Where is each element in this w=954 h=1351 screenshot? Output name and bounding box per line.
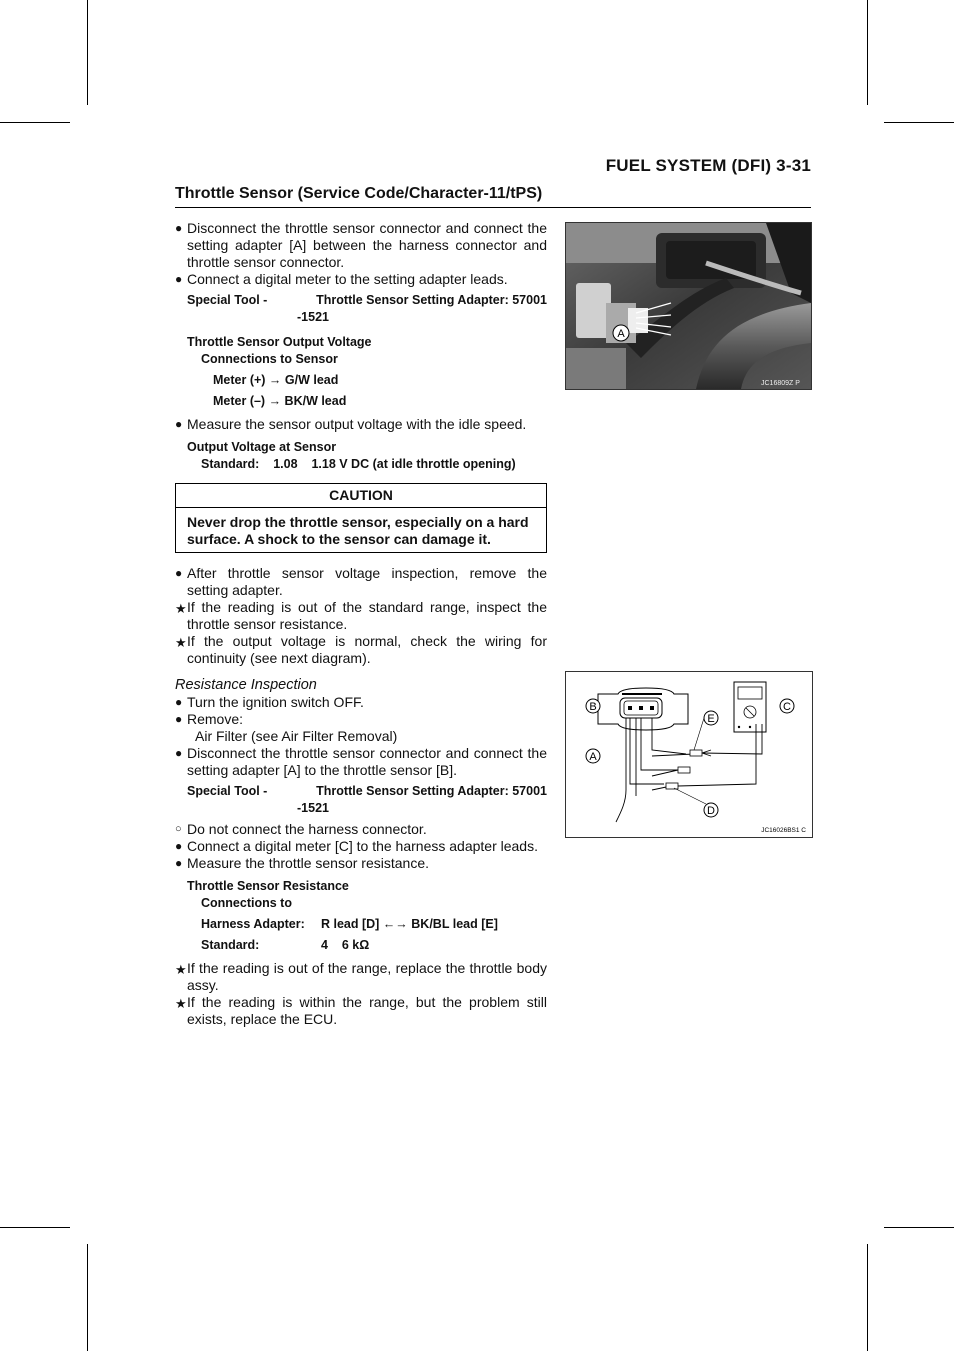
sub-item: Air Filter (see Air Filter Removal)	[195, 728, 398, 744]
callout-b: B	[589, 701, 597, 713]
bullet-icon: ●	[175, 566, 183, 580]
bullet-icon: ●	[175, 839, 183, 853]
figure-code: JC16026BS1 C	[761, 827, 806, 834]
crop-mark	[867, 0, 868, 105]
star-item: ★ If the reading is out of the standard range, inspect the throttle sensor resistance.	[175, 599, 547, 632]
crop-mark	[884, 122, 954, 123]
photo-setting-adapter	[565, 222, 812, 390]
crop-mark	[884, 1227, 954, 1228]
star-icon: ★	[175, 601, 187, 616]
circle-item: ○ Do not connect the harness connector.	[175, 821, 427, 837]
bullet-icon: ●	[175, 272, 183, 286]
main-text-column	[175, 220, 547, 1028]
caution-text: Never drop the throttle sensor, especially on a hard surface. A shock to the sensor can damage it.	[187, 514, 529, 547]
spec-block-resistance: Throttle Sensor Resistance Connections to Harness Adapter: R lead [D] ←→ BK/BL lead [E] Standard: 4 6 kΩ	[187, 879, 498, 952]
crop-mark	[87, 0, 88, 105]
star-item: ★ If the reading is out of the range, replace the throttle body assy.	[175, 960, 547, 993]
bullet-item: ● Disconnect the throttle sensor connector and connect the setting adapter [A] between the harness connector and throttle sensor connector.	[175, 220, 547, 270]
spec-block-output-voltage-standard: Output Voltage at Sensor Standard: 1.08 1.18 V DC (at idle throttle opening)	[187, 440, 516, 471]
section-title: Throttle Sensor (Service Code/Character-11/tPS)	[175, 185, 811, 208]
spec-block-output-voltage: Throttle Sensor Output Voltage Connections to Sensor Meter (+) → G/W lead Meter (–) → BK/W lead	[187, 335, 372, 408]
star-icon: ★	[175, 996, 187, 1011]
crop-mark	[867, 1244, 868, 1351]
special-tool-line: Special Tool - Throttle Sensor Setting Adapter: 57001	[187, 293, 547, 307]
figure-code: JC16809Z P	[761, 380, 800, 387]
callout-c: C	[783, 701, 791, 713]
bullet-item: ● Measure the throttle sensor resistance.	[175, 855, 430, 871]
bullet-item: ● Connect a digital meter to the setting adapter leads.	[175, 271, 508, 287]
diagram-resistance-inspection	[565, 671, 813, 838]
bullet-item: ● Turn the ignition switch OFF.	[175, 694, 364, 710]
chapter-header: FUEL SYSTEM (DFI) 3-31	[605, 156, 811, 175]
special-tool-number: -1521	[297, 801, 329, 815]
bullet-icon: ●	[175, 712, 183, 726]
bullet-item: ● After throttle sensor voltage inspection, remove the setting adapter.	[175, 565, 547, 598]
bullet-item: ● Disconnect the throttle sensor connector and connect the setting adapter [A] to the throttle sensor [B].	[175, 745, 547, 778]
special-tool-number: -1521	[297, 310, 329, 324]
bullet-item: ● Remove:	[175, 711, 244, 727]
bullet-item: ● Connect a digital meter [C] to the harness adapter leads.	[175, 838, 538, 854]
callout-a: A	[589, 751, 597, 763]
callout-a: A	[617, 328, 625, 340]
wiring-diagram	[566, 672, 812, 837]
subsection-heading: Resistance Inspection	[175, 677, 317, 693]
special-tool-line: Special Tool - Throttle Sensor Setting Adapter: 57001	[187, 784, 547, 798]
callout-e: E	[707, 713, 715, 725]
crop-mark	[87, 1244, 88, 1351]
bullet-icon: ●	[175, 856, 183, 870]
photo-illustration	[566, 223, 811, 389]
star-icon: ★	[175, 635, 187, 650]
crop-mark	[0, 1227, 70, 1228]
bullet-icon: ●	[175, 746, 183, 760]
caution-title: CAUTION	[176, 484, 546, 508]
bullet-icon: ●	[175, 417, 183, 431]
bullet-icon: ●	[175, 695, 183, 709]
circle-icon: ○	[175, 823, 182, 835]
caution-box	[175, 483, 547, 553]
star-item: ★ If the output voltage is normal, check the wiring for continuity (see next diagram).	[175, 633, 547, 666]
bullet-icon: ●	[175, 221, 183, 235]
crop-mark	[0, 122, 70, 123]
callout-d: D	[707, 805, 715, 817]
bullet-item: ● Measure the sensor output voltage with the idle speed.	[175, 416, 527, 432]
star-item: ★ If the reading is within the range, but the problem still exists, replace the ECU.	[175, 994, 547, 1027]
star-icon: ★	[175, 962, 187, 977]
